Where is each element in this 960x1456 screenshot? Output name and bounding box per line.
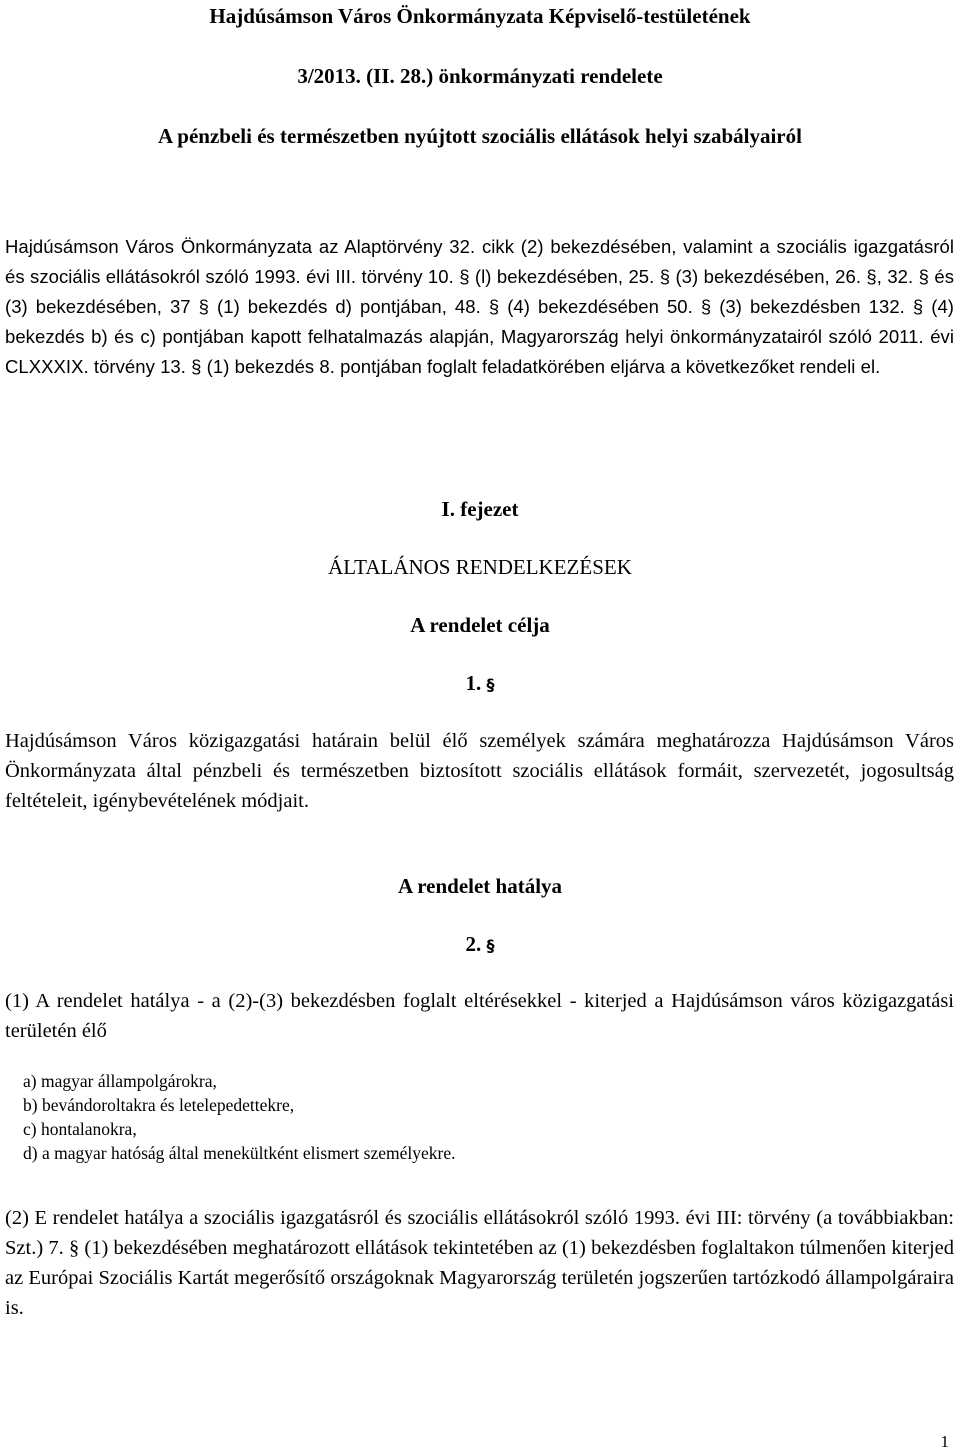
decree-number: 3/2013. (II. 28.) önkormányzati rendelete <box>297 64 663 88</box>
list-item: b) bevándoroltakra és letelepedettekre, <box>23 1095 295 1115</box>
section-2-heading: A rendelet hatálya <box>397 874 563 898</box>
section-1-number <box>0 671 960 697</box>
list-item: a) magyar állampolgárokra, <box>23 1071 217 1091</box>
chapter-number: I. fejezet <box>441 497 519 521</box>
section-2-paragraph-1: (1) A rendelet hatálya - a (2)-(3) bekezdésben foglalt eltérésekkel - kiterjed a Hajdúsámson város közigazgatási területén élő <box>5 990 954 1042</box>
decree-title: A pénzbeli és természetben nyújtott szociális ellátások helyi szabályairól <box>158 124 802 148</box>
section-2-number-text: 2. <box>465 932 482 956</box>
council-title: Hajdúsámson Város Önkormányzata Képviselő-testületének <box>209 4 751 28</box>
section-1-paragraph: Hajdúsámson Város közigazgatási határain belül élő személyek számára meghatározza Hajdúsámson Város Önkormányzata által pénzbeli és természetben biztosított szociális ellátások formáit, szervezetét, jogosultság feltételeit, igénybevételének módjait. <box>5 730 954 812</box>
preamble-paragraph: Hajdúsámson Város Önkormányzata az Alaptörvény 32. cikk (2) bekezdésében, valamint a szociális igazgatásról és szociális ellátásokról szóló 1993. évi III. törvény 10. § (l) bekezdésében, 25. § (3) bekezdésében, 26. §, 32. § és (3) bekezdésében, 37 § (1) bekezdés d) pontjában, 48. § (4) bekezdésében 50. § (3) bekezdésben 132. § (4) bekezdés b) és c) pontjában kapott felhatalmazás alapján, Magyarország helyi önkormányzatairól szóló 2011. évi CLXXXIX. törvény 13. § (1) bekezdés 8. pontjában foglalt feladatkörében eljárva a következőket rendeli el. <box>5 236 954 377</box>
section-1-number-text: 1. <box>465 671 482 695</box>
section-sign-1: § <box>486 675 495 694</box>
list-item: c) hontalanokra, <box>23 1119 137 1139</box>
chapter-title: ÁLTALÁNOS RENDELKEZÉSEK <box>328 555 632 579</box>
section-1-heading: A rendelet célja <box>410 613 550 637</box>
section-2-paragraph-2: (2) E rendelet hatálya a szociális igazgatásról és szociális ellátásokról szóló 1993. évi III: törvény (a továbbiakban: Szt.) 7. § (1) bekezdésében meghatározott ellátások tekintetében az (1) bekezdésben foglaltakon túlmenően kiterjed az Európai Szociális Kartát megerősítő országoknak Magyarország területén jogszerűen tartózkodó állampolgáraira is. <box>5 1207 954 1319</box>
page-number: 1 <box>940 1432 949 1451</box>
section-2-number <box>0 932 960 958</box>
section-sign-2: § <box>486 936 495 955</box>
beneficiary-list <box>23 1069 455 1165</box>
list-item: d) a magyar hatóság által menekültként elismert személyekre. <box>23 1143 456 1163</box>
